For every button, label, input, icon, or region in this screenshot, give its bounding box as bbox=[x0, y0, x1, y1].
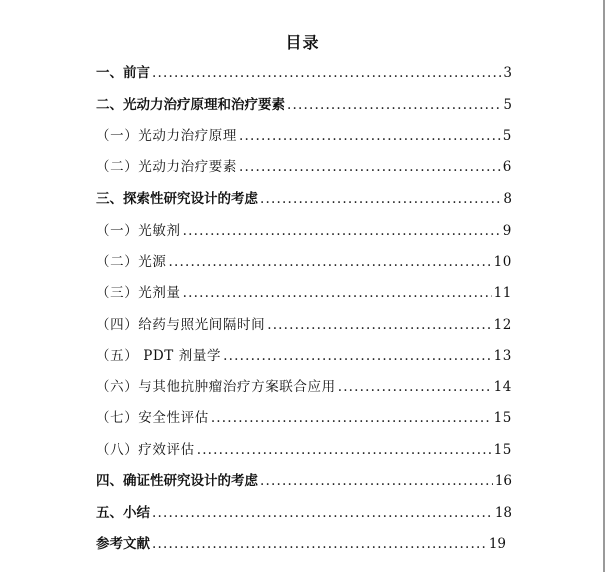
toc-dot-leader bbox=[169, 253, 492, 271]
toc-entry-label: 四、确证性研究设计的考虑 bbox=[96, 473, 258, 489]
toc-page-number: 14 bbox=[493, 379, 512, 395]
toc-dot-leader bbox=[152, 64, 501, 82]
toc-entry[interactable] bbox=[96, 64, 512, 82]
toc-entry-label: （二）光动力治疗要素 bbox=[96, 159, 237, 175]
toc-entry-label: （二）光源 bbox=[96, 254, 167, 270]
toc-entry[interactable] bbox=[96, 441, 512, 459]
toc-dot-leader bbox=[260, 472, 493, 490]
toc-dot-leader bbox=[197, 441, 492, 459]
toc-dot-leader bbox=[183, 284, 492, 302]
toc-dot-leader bbox=[338, 378, 492, 396]
toc-entry[interactable] bbox=[96, 409, 512, 427]
toc-dot-leader bbox=[287, 96, 501, 114]
toc-page-number: 16 bbox=[494, 473, 512, 489]
toc-page-number: 5 bbox=[502, 128, 512, 144]
toc-entry[interactable] bbox=[96, 347, 512, 365]
toc-entry[interactable] bbox=[96, 472, 512, 490]
toc-entry-label: （七）安全性评估 bbox=[96, 410, 209, 426]
toc-entry-label: 三、探索性研究设计的考虑 bbox=[96, 191, 258, 207]
toc-entry[interactable] bbox=[96, 190, 512, 208]
toc-page-number: 10 bbox=[493, 254, 512, 270]
toc-entry-label: （一）光敏剂 bbox=[96, 223, 181, 239]
toc-entry-label: 一、前言 bbox=[96, 65, 150, 81]
toc-page-number: 9 bbox=[502, 223, 512, 239]
toc-page-number: 11 bbox=[493, 285, 512, 301]
toc-entry-label: 参考文献 bbox=[96, 536, 150, 552]
toc-page-number: 6 bbox=[502, 159, 512, 175]
toc-title: 目录 bbox=[285, 33, 320, 52]
toc-entry-label: （三）光剂量 bbox=[96, 285, 181, 301]
toc-entry[interactable] bbox=[96, 253, 512, 271]
toc-dot-leader bbox=[267, 316, 491, 334]
toc-page-number: 15 bbox=[493, 442, 512, 458]
toc-entry[interactable] bbox=[96, 316, 512, 334]
toc-entry[interactable] bbox=[96, 535, 506, 553]
toc-dot-leader bbox=[239, 158, 501, 176]
toc-dot-leader bbox=[260, 190, 501, 208]
toc-entry-label: （五） PDT 剂量学 bbox=[96, 348, 222, 364]
toc-dot-leader bbox=[211, 409, 492, 427]
toc-entry[interactable] bbox=[96, 127, 512, 145]
toc-entry-label: 五、小结 bbox=[96, 505, 150, 521]
toc-entry[interactable] bbox=[96, 158, 512, 176]
toc-page-number: 12 bbox=[493, 317, 512, 333]
toc-page-number: 8 bbox=[503, 191, 512, 207]
toc-page-number: 13 bbox=[493, 348, 512, 364]
toc-page-number: 3 bbox=[503, 65, 512, 81]
toc-entry[interactable] bbox=[96, 504, 512, 522]
toc-page-number: 5 bbox=[503, 97, 512, 113]
toc-dot-leader bbox=[152, 535, 487, 553]
toc-entry-label: （一）光动力治疗原理 bbox=[96, 128, 237, 144]
toc-entry-label: （八）疗效评估 bbox=[96, 442, 195, 458]
toc-entry-label: （六）与其他抗肿瘤治疗方案联合应用 bbox=[96, 379, 336, 395]
toc-entry[interactable] bbox=[96, 284, 512, 302]
toc-page-number: 19 bbox=[488, 536, 506, 552]
toc-entry-label: （四）给药与照光间隔时间 bbox=[96, 317, 266, 333]
toc-dot-leader bbox=[152, 504, 493, 522]
toc-dot-leader bbox=[183, 222, 501, 240]
toc-page-number: 15 bbox=[493, 410, 512, 426]
toc-entry[interactable] bbox=[96, 378, 512, 396]
toc-entry[interactable] bbox=[96, 96, 512, 114]
toc-entry-label: 二、光动力治疗原理和治疗要素 bbox=[96, 97, 285, 113]
toc-page-number: 18 bbox=[494, 505, 512, 521]
toc-dot-leader bbox=[239, 127, 501, 145]
toc-dot-leader bbox=[223, 347, 492, 365]
toc-entry[interactable] bbox=[96, 222, 512, 240]
